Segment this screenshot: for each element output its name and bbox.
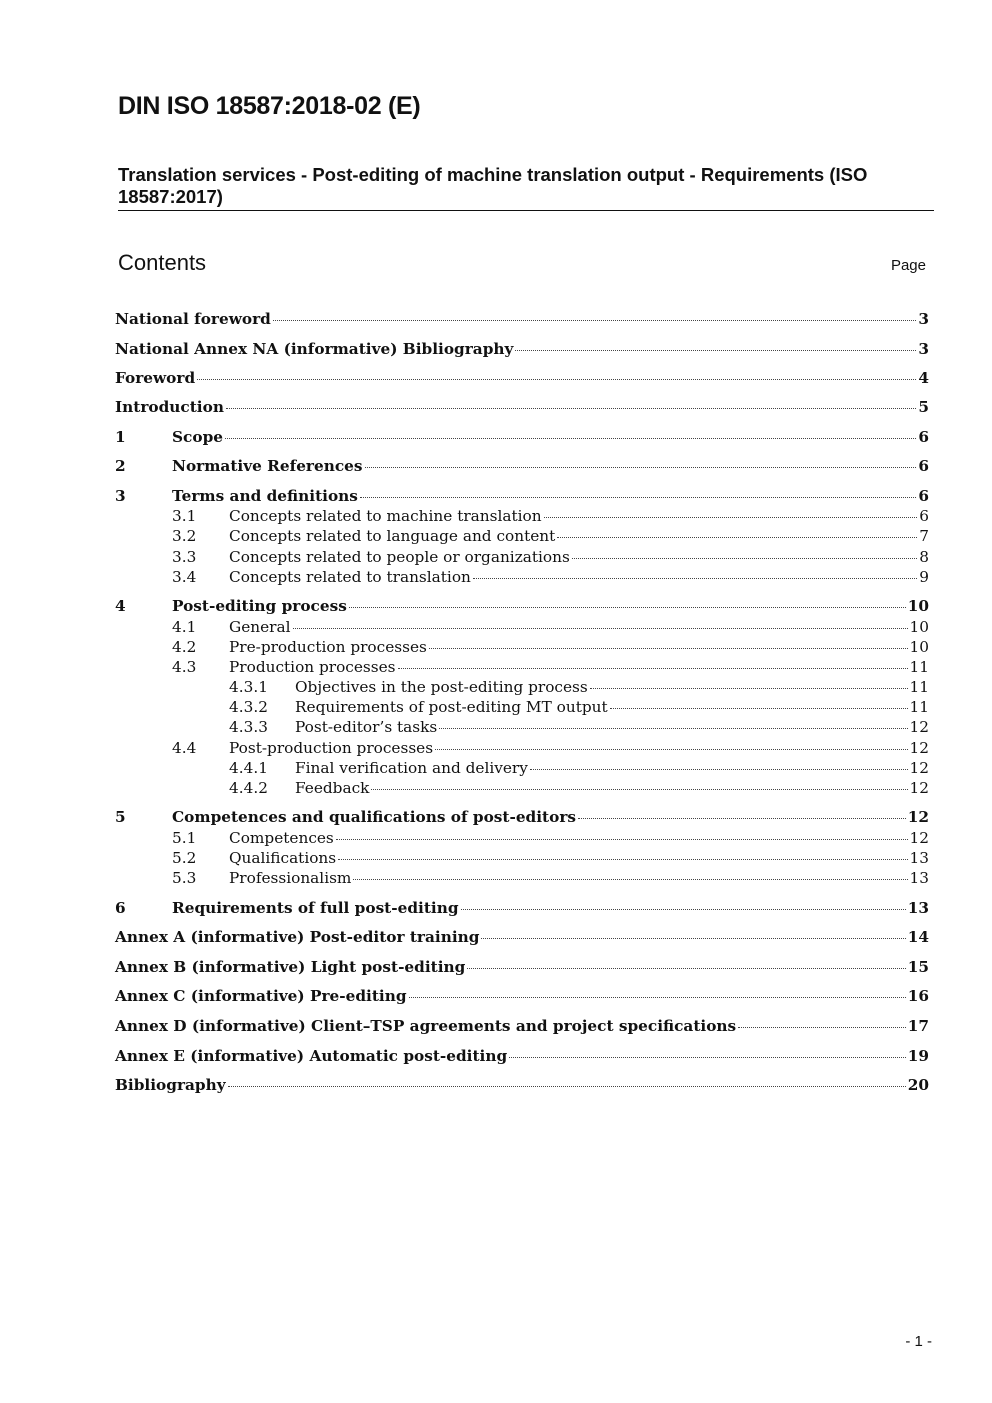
toc-entry-page: 3 [918, 310, 929, 328]
toc-entry-title: National foreword [115, 310, 271, 328]
toc-entry-number: 1 [115, 428, 126, 446]
toc-leader [225, 438, 916, 439]
toc-entry-title: Concepts related to people or organizations [229, 548, 570, 566]
toc-entry-number: 2 [115, 457, 126, 475]
toc-leader [353, 879, 907, 880]
toc-entry-title: Professionalism [229, 869, 352, 887]
toc-entry[interactable] [172, 526, 929, 546]
toc-entry[interactable] [229, 758, 929, 778]
toc-entry-page: 4 [918, 369, 929, 387]
toc-leader [461, 909, 906, 910]
toc-leader [530, 769, 908, 770]
toc-entry-number: 4 [115, 597, 126, 615]
document-title: Translation services - Post-editing of machine translation output - Requirements (ISO 18587:2017) [118, 164, 934, 211]
toc-entry[interactable] [229, 778, 929, 798]
toc-entry-page: 11 [909, 678, 929, 696]
toc-entry[interactable] [172, 506, 929, 526]
toc-entry-title: National Annex NA (informative) Bibliography [115, 340, 514, 358]
toc-entry-title: Final verification and delivery [295, 759, 528, 777]
toc-entry-title: Pre-production processes [229, 638, 427, 656]
toc-entry[interactable] [115, 427, 929, 447]
toc-leader [509, 1057, 906, 1058]
page-column-heading: Page [890, 257, 926, 274]
toc-entry[interactable] [115, 898, 929, 918]
toc-leader [360, 497, 916, 498]
toc-entry-number: 4.3.3 [229, 718, 268, 736]
toc-entry-page: 11 [909, 698, 929, 716]
toc-leader [349, 607, 906, 608]
toc-entry[interactable] [115, 957, 929, 977]
toc-entry-title: Scope [172, 428, 223, 446]
toc-entry-page: 8 [919, 548, 929, 566]
toc-entry-number: 6 [115, 899, 126, 917]
toc-leader [473, 578, 917, 579]
toc-entry[interactable] [172, 637, 929, 657]
toc-entry[interactable] [115, 456, 929, 476]
toc-entry[interactable] [229, 697, 929, 717]
toc-entry-page: 11 [909, 658, 929, 676]
toc-entry[interactable] [115, 486, 929, 506]
toc-entry-number: 3.1 [172, 507, 197, 525]
toc-entry-page: 13 [907, 899, 929, 917]
toc-entry-page: 12 [909, 829, 929, 847]
toc-entry-title: Annex E (informative) Automatic post-editing [115, 1047, 508, 1065]
toc-leader [226, 408, 916, 409]
toc-entry[interactable] [115, 1016, 929, 1036]
toc-entry-page: 16 [907, 987, 929, 1005]
toc-entry-number: 5 [115, 808, 126, 826]
toc-entry-page: 14 [907, 928, 929, 946]
toc-leader [429, 648, 908, 649]
toc-entry-title: General [229, 618, 291, 636]
toc-entry-title: Concepts related to machine translation [229, 507, 542, 525]
toc-entry-number: 4.3.2 [229, 698, 268, 716]
footer-page-number: - 1 - [905, 1333, 932, 1350]
toc-entry[interactable] [229, 717, 929, 737]
toc-entry-title: Requirements of full post-editing [172, 899, 459, 917]
toc-entry-page: 6 [918, 487, 929, 505]
document-code: DIN ISO 18587:2018-02 (E) [118, 92, 421, 120]
toc-entry[interactable] [172, 657, 929, 677]
toc-entry[interactable] [172, 547, 929, 567]
toc-entry-title: Post-production processes [229, 739, 434, 757]
toc-leader [293, 628, 908, 629]
toc-entry-number: 4.1 [172, 618, 197, 636]
toc-entry-number: 3.4 [172, 568, 197, 586]
toc-entry-page: 17 [907, 1017, 929, 1035]
toc-entry[interactable] [115, 596, 929, 616]
toc-entry-title: Objectives in the post-editing process [295, 678, 588, 696]
toc-entry-page: 10 [907, 597, 929, 615]
toc-leader [365, 467, 917, 468]
toc-entry-page: 10 [909, 638, 929, 656]
toc-entry[interactable] [115, 1046, 929, 1066]
toc-entry[interactable] [115, 986, 929, 1006]
toc-leader [557, 537, 917, 538]
toc-entry-page: 6 [918, 428, 929, 446]
toc-entry-page: 15 [907, 958, 929, 976]
toc-entry-number: 4.4.2 [229, 779, 268, 797]
contents-heading: Contents [118, 250, 207, 275]
toc-entry-title: Terms and definitions [172, 487, 358, 505]
toc-leader [398, 668, 908, 669]
toc-entry-page: 13 [909, 849, 929, 867]
toc-leader [467, 968, 905, 969]
toc-leader [515, 350, 916, 351]
toc-entry[interactable] [172, 868, 929, 888]
toc-entry-title: Normative References [172, 457, 363, 475]
toc-entry-number: 5.1 [172, 829, 197, 847]
toc-entry-page: 20 [907, 1076, 929, 1094]
toc-entry-page: 12 [909, 759, 929, 777]
toc-entry-title: Introduction [115, 398, 224, 416]
toc-leader [336, 839, 908, 840]
toc-entry[interactable] [172, 828, 929, 848]
toc-leader [228, 1086, 906, 1087]
toc-leader [610, 708, 908, 709]
toc-leader [435, 749, 907, 750]
toc-entry-title: Annex A (informative) Post-editor training [115, 928, 480, 946]
toc-entry-title: Concepts related to language and content [229, 527, 556, 545]
toc-entry[interactable] [172, 567, 929, 587]
toc-entry[interactable] [229, 677, 929, 697]
toc-entry-page: 10 [909, 618, 929, 636]
toc-entry-page: 12 [909, 739, 929, 757]
toc-leader [338, 859, 907, 860]
toc-entry-title: Annex B (informative) Light post-editing [115, 958, 466, 976]
toc-entry-title: Requirements of post-editing MT output [295, 698, 608, 716]
toc-entry-title: Competences [229, 829, 334, 847]
toc-entry-title: Post-editing process [172, 597, 347, 615]
toc-entry-number: 5.3 [172, 869, 197, 887]
toc-entry-title: Competences and qualifications of post-editors [172, 808, 577, 826]
toc-leader [439, 728, 907, 729]
toc-entry[interactable] [172, 617, 929, 637]
toc-entry-title: Concepts related to translation [229, 568, 471, 586]
toc-entry[interactable] [115, 807, 929, 827]
toc-entry-page: 6 [919, 507, 929, 525]
toc-entry-page: 6 [918, 457, 929, 475]
toc-entry-page: 9 [919, 568, 929, 586]
toc-entry-number: 3 [115, 487, 126, 505]
toc-entry[interactable] [115, 1075, 929, 1095]
toc-entry-title: Post-editor’s tasks [295, 718, 438, 736]
toc-entry-page: 12 [909, 718, 929, 736]
toc-entry[interactable] [115, 368, 929, 388]
toc-entry-title: Foreword [115, 369, 196, 387]
toc-leader [572, 558, 917, 559]
toc-entry-title: Feedback [295, 779, 370, 797]
toc-leader [409, 997, 906, 998]
toc-leader [197, 379, 916, 380]
toc-entry-page: 5 [918, 398, 929, 416]
toc-entry-number: 4.2 [172, 638, 197, 656]
toc-entry-number: 4.4.1 [229, 759, 268, 777]
toc-entry-title: Production processes [229, 658, 396, 676]
toc-entry-page: 3 [918, 340, 929, 358]
toc-leader [578, 818, 906, 819]
toc-entry-number: 4.4 [172, 739, 197, 757]
toc-leader [481, 938, 905, 939]
toc-leader [371, 789, 907, 790]
toc-entry-title: Annex D (informative) Client–TSP agreements and project specifications [115, 1017, 737, 1035]
toc-entry-page: 12 [907, 808, 929, 826]
toc-entry-title: Bibliography [115, 1076, 226, 1094]
toc-entry[interactable] [172, 738, 929, 758]
toc-leader [544, 517, 918, 518]
toc-entry[interactable] [115, 927, 929, 947]
toc-entry[interactable] [115, 339, 929, 359]
toc-entry-number: 5.2 [172, 849, 197, 867]
toc-entry-title: Qualifications [229, 849, 337, 867]
toc-leader [590, 688, 908, 689]
toc-entry-number: 4.3.1 [229, 678, 268, 696]
toc-entry-number: 3.2 [172, 527, 197, 545]
toc-entry[interactable] [115, 397, 929, 417]
toc-leader [273, 320, 916, 321]
toc-entry-number: 3.3 [172, 548, 197, 566]
toc-entry-title: Annex C (informative) Pre-editing [115, 987, 407, 1005]
toc-entry[interactable] [115, 309, 929, 329]
toc-entry[interactable] [172, 848, 929, 868]
toc-entry-number: 4.3 [172, 658, 197, 676]
toc-entry-page: 12 [909, 779, 929, 797]
toc-entry-page: 13 [909, 869, 929, 887]
toc-entry-page: 7 [919, 527, 929, 545]
toc-entry-page: 19 [907, 1047, 929, 1065]
toc-leader [738, 1027, 906, 1028]
